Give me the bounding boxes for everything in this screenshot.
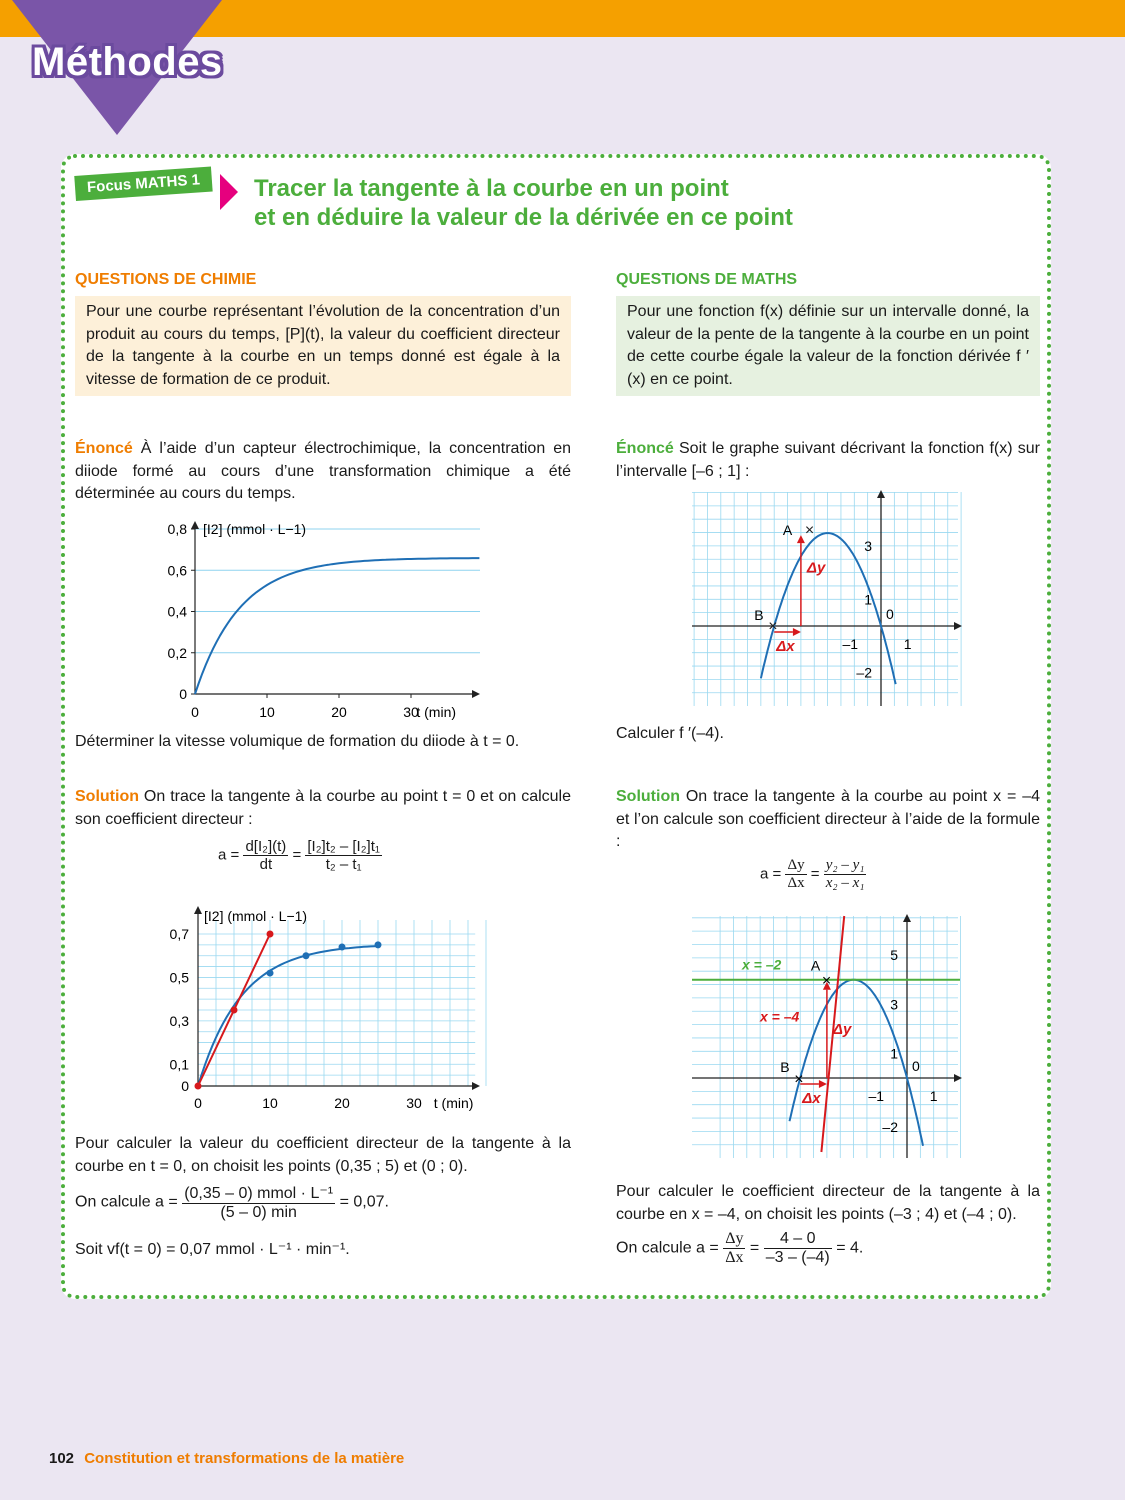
delta-y-label: Δy xyxy=(806,559,826,577)
origin-label: 0 xyxy=(912,1058,920,1074)
footer-title: Constitution et transformations de la matière xyxy=(84,1450,405,1467)
x-tick-label: –1 xyxy=(842,636,859,652)
y-tick-label: 0 xyxy=(181,1078,189,1094)
y-tick-label: 0,4 xyxy=(167,603,187,620)
y-tick-label: 1 xyxy=(864,591,872,608)
y-tick-label: –2 xyxy=(882,1119,898,1136)
chimie-calc1: Pour calculer la valeur du coefficient directeur de la tangente à la courbe en t = 0, on choisit les points (0,35 ; 5) et (0 ; 0). xyxy=(75,1135,571,1175)
maths-solution: Solution On trace la tangente à la courbe au point x = –4 et l’on calcule son coefficient directeur à l’aide de la formule : xyxy=(616,788,1040,851)
point-B-label: B xyxy=(780,1059,790,1075)
y-tick-label: 5 xyxy=(890,947,898,964)
x-tick-label: 30 xyxy=(406,1095,422,1111)
data-point xyxy=(195,1083,202,1090)
x-tick-label: 20 xyxy=(331,704,347,720)
x-tick-label: 1 xyxy=(929,1088,938,1104)
y-tick-label: 3 xyxy=(890,996,898,1013)
concentration-curve xyxy=(195,558,479,694)
chimie-solution: Solution On trace la tangente à la courbe au point t = 0 et on calcule son coefficient directeur : xyxy=(75,788,571,828)
x-axis-label: t (min) xyxy=(433,1095,474,1111)
y-tick-label: 0,7 xyxy=(169,926,189,942)
point-A-label: A xyxy=(782,522,793,539)
delta-x-arrow xyxy=(793,628,801,636)
y-tick-label: 0,6 xyxy=(167,562,187,579)
function-curve xyxy=(761,533,896,684)
focus-arrow-icon xyxy=(220,174,238,210)
y-tick-label: 0,8 xyxy=(167,521,187,537)
y-tick-label: 0,5 xyxy=(169,969,189,986)
page-title: Tracer la tangente à la courbe en un point et en déduire la valeur de la dérivée en ce point xyxy=(254,175,793,231)
chimie-formula: a = $\frac{\text{d[I₂](t)}}{dt}$ = $\frac{\text{[I₂]t₂ – [I₂]t₁}}{\text{t₂ – t₁}}$ xyxy=(218,838,380,873)
maths-heading: QUESTIONS DE MATHS xyxy=(616,271,798,288)
y-axis-label: [I2] (mmol · L−1) xyxy=(204,908,308,924)
y-tick-label: 0,1 xyxy=(169,1056,189,1073)
x-tick-label: 1 xyxy=(903,636,912,652)
x-tick-label: 30 xyxy=(403,704,419,720)
chimie-calc2: On calcule a = $\frac{\text{(0,35 – 0) mmol · L⁻¹}}{(5 - 0) \min}$ = 0,07. xyxy=(75,1185,389,1221)
x-tick-label: 10 xyxy=(262,1095,278,1111)
tangent-point xyxy=(267,931,274,938)
chart-tangent-maths xyxy=(690,912,965,1162)
x-axis-arrow xyxy=(472,1082,480,1090)
delta-x-label: Δx xyxy=(776,638,795,655)
y-axis-arrow xyxy=(194,906,202,914)
page-number: 102 xyxy=(49,1450,75,1467)
point-A-marker: × xyxy=(804,522,815,540)
y-tick-label: 0 xyxy=(179,686,187,702)
y-tick-label: 0,2 xyxy=(167,644,187,661)
maths-calc2: On calcule a = $\frac{\Delta y}{\Delta x}$ = $\frac{4 - 0}{-3 - (-4)}$ = 4. xyxy=(616,1230,864,1266)
delta-x-arrow xyxy=(819,1080,827,1088)
methodes-badge: Méthodes xyxy=(32,40,223,84)
x-tick-label: 0 xyxy=(191,704,199,720)
y-tick-label: 3 xyxy=(864,537,872,554)
chart-tangent-chimie xyxy=(150,900,490,1115)
point-B-marker: × xyxy=(768,618,778,635)
x-tick-label: 20 xyxy=(334,1095,350,1111)
red-line-label: x = –4 xyxy=(760,1008,800,1025)
chimie-box: Pour une courbe représentant l’évolution de la concentration d’un produit au cours du temps, [P](t), la valeur du coefficient directeur de la tangente à la courbe en un temps donné est égale à la vitesse de formation de ce produit. xyxy=(75,296,571,396)
data-point xyxy=(267,970,274,977)
x-axis-label: t (min) xyxy=(416,704,457,720)
point-B-label: B xyxy=(754,607,764,623)
maths-box: Pour une fonction f(x) définie sur un intervalle donné, la valeur de la pente de la tangente à la courbe en un point de cette courbe égale la valeur de la fonction dérivée f ′(x) en ce point. xyxy=(616,296,1040,396)
footer xyxy=(49,1450,404,1467)
data-point xyxy=(303,952,310,959)
point-B-marker: × xyxy=(794,1071,804,1088)
point-A-marker: × xyxy=(821,972,832,990)
chimie-heading: QUESTIONS DE CHIMIE xyxy=(75,271,257,288)
y-tick-label: 1 xyxy=(890,1045,898,1062)
delta-y-arrow xyxy=(797,535,805,543)
x-tick-label: 0 xyxy=(194,1095,202,1111)
green-line-label: x = –2 xyxy=(742,956,782,973)
delta-x-label: Δx xyxy=(802,1090,821,1107)
chimie-enonce: Énoncé À l’aide d’un capteur électrochimique, la concentration en diiode formé au cours d’une transformation chimique a été déterminée au cours du temps. xyxy=(75,440,571,503)
x-axis-arrow xyxy=(472,690,480,698)
function-curve xyxy=(790,980,924,1146)
data-point xyxy=(231,1007,238,1014)
delta-y-label: Δy xyxy=(832,1020,852,1038)
maths-question: Calculer f ′(–4). xyxy=(616,725,724,742)
data-point xyxy=(375,941,382,948)
y-axis-arrow xyxy=(877,490,885,498)
chart-concentration xyxy=(150,515,490,725)
x-tick-label: 10 xyxy=(259,704,275,720)
y-tick-label: 0,3 xyxy=(169,1012,189,1029)
data-point xyxy=(339,944,346,951)
focus-label: Focus MATHS 1 xyxy=(74,166,212,201)
maths-formula: a = $\frac{\Delta y}{\Delta x}$ = $\frac{\text{y₂ – y₁}}{\text{x₂ – x₁}}$ xyxy=(760,857,865,891)
chart-function xyxy=(690,488,965,710)
y-axis-arrow xyxy=(191,521,199,529)
chimie-soit: Soit vf(t = 0) = 0,07 mmol · L⁻¹ · min⁻¹. xyxy=(75,1241,350,1258)
y-axis-label: [I2] (mmol · L−1) xyxy=(203,521,307,537)
maths-enonce: Énoncé Soit le graphe suivant décrivant la fonction f(x) sur l’intervalle [–6 ; 1] : xyxy=(616,440,1040,480)
point-A-label: A xyxy=(810,957,821,974)
y-tick-label: –2 xyxy=(856,664,872,681)
chimie-question: Déterminer la vitesse volumique de formation du diiode à t = 0. xyxy=(75,733,520,750)
x-tick-label: –1 xyxy=(868,1088,885,1104)
maths-calc1: Pour calculer le coefficient directeur de la tangente à la courbe en x = –4, on choisit les points (–3 ; 4) et (–4 ; 0). xyxy=(616,1183,1040,1223)
origin-label: 0 xyxy=(886,606,894,622)
